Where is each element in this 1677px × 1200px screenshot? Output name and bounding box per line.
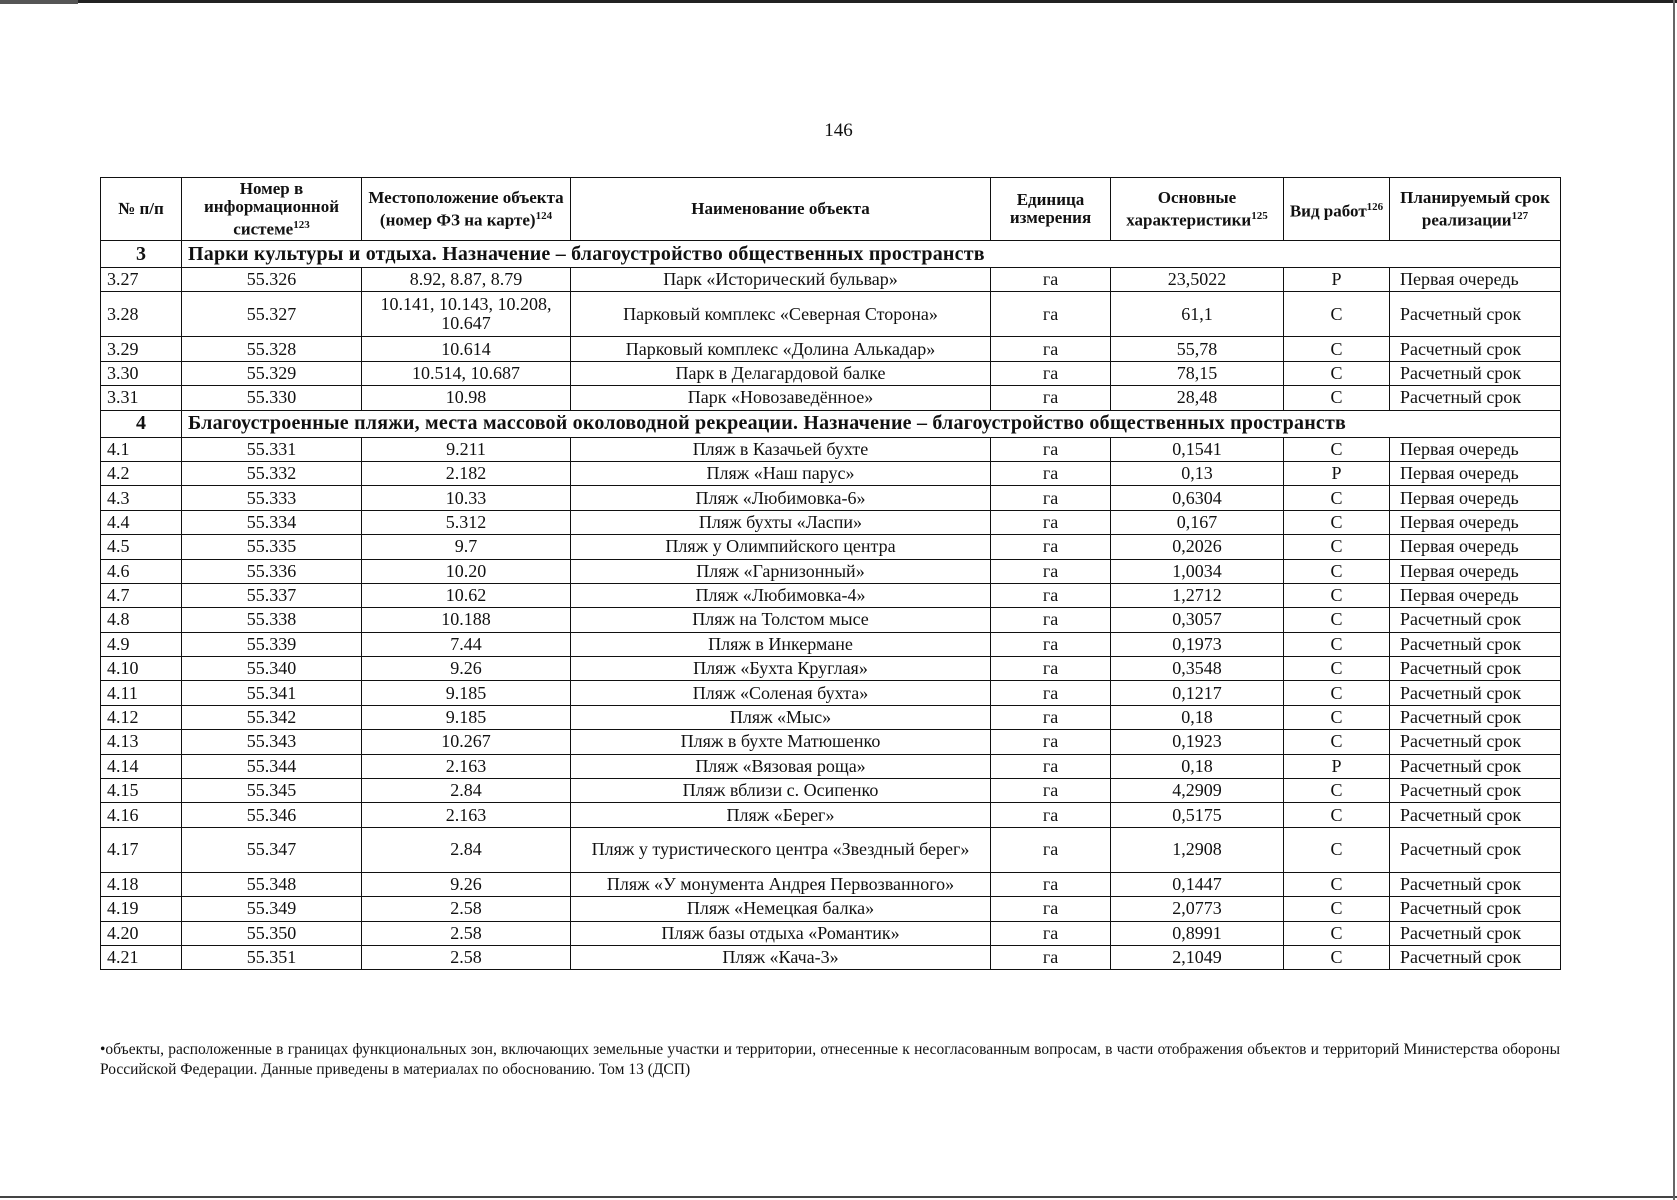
cell-location: 2.58 xyxy=(362,921,571,945)
cell-info-number: 55.330 xyxy=(182,386,362,410)
cell-work-type: С xyxy=(1284,657,1390,681)
cell-work-type: С xyxy=(1284,803,1390,827)
cell-name: Парковый комплекс «Долина Алькадар» xyxy=(571,337,991,361)
cell-unit: га xyxy=(991,461,1111,485)
cell-name: Пляж вблизи с. Осипенко xyxy=(571,779,991,803)
cell-name: Пляж «Мыс» xyxy=(571,705,991,729)
cell-term: Первая очередь xyxy=(1390,535,1561,559)
table-row xyxy=(101,921,1561,945)
cell-name: Пляж базы отдыха «Романтик» xyxy=(571,921,991,945)
cell-name: Пляж «Кача-3» xyxy=(571,945,991,969)
table-row xyxy=(101,608,1561,632)
cell-work-type: С xyxy=(1284,510,1390,534)
cell-location: 2.163 xyxy=(362,754,571,778)
table-row xyxy=(101,386,1561,410)
cell-characteristics: 0,1217 xyxy=(1111,681,1284,705)
cell-term: Расчетный срок xyxy=(1390,730,1561,754)
cell-location: 10.614 xyxy=(362,337,571,361)
header-name: Наименование объекта xyxy=(571,178,991,241)
cell-unit: га xyxy=(991,657,1111,681)
cell-unit: га xyxy=(991,945,1111,969)
cell-characteristics: 1,0034 xyxy=(1111,559,1284,583)
cell-work-type: С xyxy=(1284,292,1390,337)
page-number: 146 xyxy=(824,120,853,141)
section-row xyxy=(101,241,1561,268)
cell-info-number: 55.342 xyxy=(182,705,362,729)
cell-term: Первая очередь xyxy=(1390,437,1561,461)
cell-term: Расчетный срок xyxy=(1390,754,1561,778)
cell-name: Пляж «У монумента Андрея Первозванного» xyxy=(571,872,991,896)
table-row xyxy=(101,681,1561,705)
section-title: Благоустроенные пляжи, места массовой околоводной рекреации. Назначение – благоустройство общественных пространств xyxy=(182,410,1561,437)
section-number: 4 xyxy=(101,410,182,437)
cell-info-number: 55.350 xyxy=(182,921,362,945)
cell-term: Расчетный срок xyxy=(1390,779,1561,803)
cell-unit: га xyxy=(991,681,1111,705)
cell-characteristics: 0,18 xyxy=(1111,705,1284,729)
cell-unit: га xyxy=(991,337,1111,361)
cell-work-type: С xyxy=(1284,559,1390,583)
cell-unit: га xyxy=(991,268,1111,292)
cell-info-number: 55.334 xyxy=(182,510,362,534)
cell-work-type: С xyxy=(1284,779,1390,803)
cell-info-number: 55.337 xyxy=(182,583,362,607)
cell-unit: га xyxy=(991,292,1111,337)
cell-no: 4.4 xyxy=(101,510,182,534)
cell-no: 3.27 xyxy=(101,268,182,292)
cell-no: 4.7 xyxy=(101,583,182,607)
cell-no: 4.17 xyxy=(101,827,182,872)
table-row xyxy=(101,657,1561,681)
cell-term: Расчетный срок xyxy=(1390,872,1561,896)
cell-term: Расчетный срок xyxy=(1390,945,1561,969)
cell-unit: га xyxy=(991,386,1111,410)
cell-name: Парк в Делагардовой балке xyxy=(571,361,991,385)
cell-work-type: С xyxy=(1284,535,1390,559)
cell-term: Расчетный срок xyxy=(1390,337,1561,361)
cell-characteristics: 78,15 xyxy=(1111,361,1284,385)
header-location: Местоположение объекта (номер ФЗ на карте)$^{124}$ xyxy=(362,178,571,241)
cell-no: 4.9 xyxy=(101,632,182,656)
table-row xyxy=(101,705,1561,729)
cell-characteristics: 0,6304 xyxy=(1111,486,1284,510)
table-row xyxy=(101,779,1561,803)
cell-term: Расчетный срок xyxy=(1390,803,1561,827)
cell-info-number: 55.326 xyxy=(182,268,362,292)
cell-location: 2.182 xyxy=(362,461,571,485)
cell-no: 4.18 xyxy=(101,872,182,896)
cell-work-type: С xyxy=(1284,872,1390,896)
cell-characteristics: 0,1973 xyxy=(1111,632,1284,656)
cell-no: 3.31 xyxy=(101,386,182,410)
footnote: •объекты, расположенные в границах функциональных зон, включающих земельные участки и территории, отнесенные к несогласованным вопросам, в части отображения объектов и территорий Министерства обороны Российской Федерации. Данные приведены в материалах по обоснованию. Том 13 (ДСП) xyxy=(100,1041,1560,1078)
cell-characteristics: 61,1 xyxy=(1111,292,1284,337)
cell-characteristics: 0,2026 xyxy=(1111,535,1284,559)
cell-location: 10.62 xyxy=(362,583,571,607)
cell-no: 4.16 xyxy=(101,803,182,827)
cell-work-type: С xyxy=(1284,921,1390,945)
cell-location: 2.58 xyxy=(362,897,571,921)
cell-info-number: 55.327 xyxy=(182,292,362,337)
cell-characteristics: 4,2909 xyxy=(1111,779,1284,803)
cell-term: Первая очередь xyxy=(1390,583,1561,607)
cell-location: 10.33 xyxy=(362,486,571,510)
cell-term: Расчетный срок xyxy=(1390,921,1561,945)
cell-unit: га xyxy=(991,437,1111,461)
cell-unit: га xyxy=(991,705,1111,729)
cell-location: 7.44 xyxy=(362,632,571,656)
cell-characteristics: 2,0773 xyxy=(1111,897,1284,921)
cell-term: Первая очередь xyxy=(1390,486,1561,510)
cell-location: 2.163 xyxy=(362,803,571,827)
cell-name: Пляж у туристического центра «Звездный берег» xyxy=(571,827,991,872)
cell-term: Первая очередь xyxy=(1390,461,1561,485)
table-row xyxy=(101,754,1561,778)
cell-no: 4.10 xyxy=(101,657,182,681)
cell-location: 2.84 xyxy=(362,827,571,872)
cell-name: Пляж в Инкермане xyxy=(571,632,991,656)
cell-no: 4.14 xyxy=(101,754,182,778)
header-no: № п/п xyxy=(101,178,182,241)
cell-term: Расчетный срок xyxy=(1390,705,1561,729)
cell-name: Пляж «Бухта Круглая» xyxy=(571,657,991,681)
cell-name: Пляж в Казачьей бухте xyxy=(571,437,991,461)
table-row xyxy=(101,872,1561,896)
cell-term: Первая очередь xyxy=(1390,268,1561,292)
cell-info-number: 55.347 xyxy=(182,827,362,872)
scan-edge-top xyxy=(0,0,1677,3)
cell-work-type: Р xyxy=(1284,268,1390,292)
cell-characteristics: 0,1447 xyxy=(1111,872,1284,896)
cell-work-type: С xyxy=(1284,730,1390,754)
cell-no: 4.5 xyxy=(101,535,182,559)
cell-work-type: С xyxy=(1284,437,1390,461)
cell-location: 10.141, 10.143, 10.208, 10.647 xyxy=(362,292,571,337)
cell-work-type: С xyxy=(1284,681,1390,705)
cell-no: 4.19 xyxy=(101,897,182,921)
table-row xyxy=(101,337,1561,361)
cell-term: Расчетный срок xyxy=(1390,897,1561,921)
cell-unit: га xyxy=(991,510,1111,534)
cell-info-number: 55.336 xyxy=(182,559,362,583)
cell-name: Парк «Новозаведённое» xyxy=(571,386,991,410)
cell-work-type: С xyxy=(1284,632,1390,656)
cell-info-number: 55.349 xyxy=(182,897,362,921)
cell-unit: га xyxy=(991,559,1111,583)
cell-term: Расчетный срок xyxy=(1390,827,1561,872)
cell-work-type: С xyxy=(1284,897,1390,921)
cell-name: Парковый комплекс «Северная Сторона» xyxy=(571,292,991,337)
cell-location: 10.20 xyxy=(362,559,571,583)
table-row xyxy=(101,583,1561,607)
table-row xyxy=(101,486,1561,510)
cell-unit: га xyxy=(991,803,1111,827)
cell-term: Расчетный срок xyxy=(1390,608,1561,632)
table-body xyxy=(101,241,1561,970)
cell-location: 2.58 xyxy=(362,945,571,969)
cell-no: 4.1 xyxy=(101,437,182,461)
cell-no: 4.6 xyxy=(101,559,182,583)
cell-info-number: 55.333 xyxy=(182,486,362,510)
cell-no: 4.15 xyxy=(101,779,182,803)
cell-no: 4.20 xyxy=(101,921,182,945)
cell-characteristics: 1,2908 xyxy=(1111,827,1284,872)
cell-info-number: 55.332 xyxy=(182,461,362,485)
cell-name: Пляж у Олимпийского центра xyxy=(571,535,991,559)
cell-characteristics: 0,18 xyxy=(1111,754,1284,778)
table-row xyxy=(101,897,1561,921)
cell-info-number: 55.341 xyxy=(182,681,362,705)
cell-unit: га xyxy=(991,779,1111,803)
cell-characteristics: 0,1541 xyxy=(1111,437,1284,461)
scan-edge-right xyxy=(1673,0,1675,1200)
cell-name: Пляж «Вязовая роща» xyxy=(571,754,991,778)
cell-info-number: 55.331 xyxy=(182,437,362,461)
cell-unit: га xyxy=(991,754,1111,778)
cell-characteristics: 28,48 xyxy=(1111,386,1284,410)
cell-characteristics: 0,1923 xyxy=(1111,730,1284,754)
cell-work-type: С xyxy=(1284,945,1390,969)
table-row xyxy=(101,945,1561,969)
table-row xyxy=(101,827,1561,872)
cell-work-type: С xyxy=(1284,705,1390,729)
cell-characteristics: 0,5175 xyxy=(1111,803,1284,827)
cell-location: 9.26 xyxy=(362,657,571,681)
cell-no: 4.8 xyxy=(101,608,182,632)
cell-work-type: Р xyxy=(1284,461,1390,485)
header-unit: Единица измерения xyxy=(991,178,1111,241)
cell-work-type: С xyxy=(1284,608,1390,632)
cell-no: 4.12 xyxy=(101,705,182,729)
cell-location: 10.98 xyxy=(362,386,571,410)
cell-name: Пляж бухты «Ласпи» xyxy=(571,510,991,534)
table-row xyxy=(101,632,1561,656)
cell-characteristics: 23,5022 xyxy=(1111,268,1284,292)
cell-no: 4.13 xyxy=(101,730,182,754)
cell-characteristics: 2,1049 xyxy=(1111,945,1284,969)
cell-characteristics: 1,2712 xyxy=(1111,583,1284,607)
table-row xyxy=(101,559,1561,583)
cell-term: Расчетный срок xyxy=(1390,632,1561,656)
cell-location: 9.26 xyxy=(362,872,571,896)
cell-location: 2.84 xyxy=(362,779,571,803)
header-characteristics: Основные характеристики$^{125}$ xyxy=(1111,178,1284,241)
cell-term: Расчетный срок xyxy=(1390,386,1561,410)
cell-work-type: С xyxy=(1284,486,1390,510)
cell-location: 10.267 xyxy=(362,730,571,754)
cell-info-number: 55.339 xyxy=(182,632,362,656)
cell-term: Расчетный срок xyxy=(1390,657,1561,681)
cell-unit: га xyxy=(991,872,1111,896)
cell-location: 9.211 xyxy=(362,437,571,461)
cell-name: Пляж «Любимовка-4» xyxy=(571,583,991,607)
table-row xyxy=(101,510,1561,534)
cell-name: Пляж «Гарнизонный» xyxy=(571,559,991,583)
cell-info-number: 55.344 xyxy=(182,754,362,778)
cell-unit: га xyxy=(991,827,1111,872)
cell-work-type: С xyxy=(1284,337,1390,361)
cell-unit: га xyxy=(991,361,1111,385)
cell-info-number: 55.335 xyxy=(182,535,362,559)
cell-unit: га xyxy=(991,730,1111,754)
cell-work-type: С xyxy=(1284,386,1390,410)
cell-name: Пляж «Любимовка-6» xyxy=(571,486,991,510)
objects-table xyxy=(100,177,1561,970)
cell-no: 3.28 xyxy=(101,292,182,337)
cell-no: 4.21 xyxy=(101,945,182,969)
cell-location: 10.188 xyxy=(362,608,571,632)
cell-info-number: 55.343 xyxy=(182,730,362,754)
header-work-type: Вид работ$^{126}$ xyxy=(1284,178,1390,241)
table-row xyxy=(101,730,1561,754)
cell-no: 3.29 xyxy=(101,337,182,361)
cell-unit: га xyxy=(991,608,1111,632)
cell-name: Пляж «Берег» xyxy=(571,803,991,827)
cell-location: 9.185 xyxy=(362,681,571,705)
cell-name: Пляж «Соленая бухта» xyxy=(571,681,991,705)
header-info-number: Номер в информационной системе$^{123}$ xyxy=(182,178,362,241)
cell-term: Расчетный срок xyxy=(1390,361,1561,385)
cell-no: 4.11 xyxy=(101,681,182,705)
table-row xyxy=(101,535,1561,559)
cell-info-number: 55.338 xyxy=(182,608,362,632)
table-row xyxy=(101,292,1561,337)
cell-info-number: 55.328 xyxy=(182,337,362,361)
table-row xyxy=(101,803,1561,827)
cell-characteristics: 0,3057 xyxy=(1111,608,1284,632)
cell-term: Расчетный срок xyxy=(1390,292,1561,337)
cell-location: 9.7 xyxy=(362,535,571,559)
cell-unit: га xyxy=(991,583,1111,607)
cell-characteristics: 0,167 xyxy=(1111,510,1284,534)
section-title: Парки культуры и отдыха. Назначение – благоустройство общественных пространств xyxy=(182,241,1561,268)
cell-location: 10.514, 10.687 xyxy=(362,361,571,385)
cell-term: Первая очередь xyxy=(1390,510,1561,534)
header-term: Планируемый срок реализации$^{127}$ xyxy=(1390,178,1561,241)
cell-no: 3.30 xyxy=(101,361,182,385)
cell-info-number: 55.346 xyxy=(182,803,362,827)
cell-no: 4.3 xyxy=(101,486,182,510)
cell-characteristics: 55,78 xyxy=(1111,337,1284,361)
cell-info-number: 55.348 xyxy=(182,872,362,896)
cell-name: Парк «Исторический бульвар» xyxy=(571,268,991,292)
scan-edge-mark xyxy=(0,0,78,4)
cell-work-type: Р xyxy=(1284,754,1390,778)
cell-work-type: С xyxy=(1284,827,1390,872)
cell-characteristics: 0,13 xyxy=(1111,461,1284,485)
cell-name: Пляж «Наш парус» xyxy=(571,461,991,485)
cell-info-number: 55.340 xyxy=(182,657,362,681)
cell-work-type: С xyxy=(1284,361,1390,385)
cell-info-number: 55.345 xyxy=(182,779,362,803)
cell-name: Пляж в бухте Матюшенко xyxy=(571,730,991,754)
cell-characteristics: 0,3548 xyxy=(1111,657,1284,681)
cell-location: 5.312 xyxy=(362,510,571,534)
table-row xyxy=(101,437,1561,461)
cell-name: Пляж «Немецкая балка» xyxy=(571,897,991,921)
cell-no: 4.2 xyxy=(101,461,182,485)
cell-name: Пляж на Толстом мысе xyxy=(571,608,991,632)
cell-unit: га xyxy=(991,486,1111,510)
cell-characteristics: 0,8991 xyxy=(1111,921,1284,945)
section-row xyxy=(101,410,1561,437)
cell-unit: га xyxy=(991,632,1111,656)
cell-location: 9.185 xyxy=(362,705,571,729)
cell-term: Первая очередь xyxy=(1390,559,1561,583)
scan-edge-bottom xyxy=(0,1196,1677,1198)
table-row xyxy=(101,361,1561,385)
cell-term: Расчетный срок xyxy=(1390,681,1561,705)
cell-location: 8.92, 8.87, 8.79 xyxy=(362,268,571,292)
cell-work-type: С xyxy=(1284,583,1390,607)
table-header-row xyxy=(101,178,1561,241)
table-row xyxy=(101,268,1561,292)
cell-unit: га xyxy=(991,535,1111,559)
cell-unit: га xyxy=(991,897,1111,921)
table-row xyxy=(101,461,1561,485)
cell-unit: га xyxy=(991,921,1111,945)
section-number: 3 xyxy=(101,241,182,268)
cell-info-number: 55.351 xyxy=(182,945,362,969)
cell-info-number: 55.329 xyxy=(182,361,362,385)
